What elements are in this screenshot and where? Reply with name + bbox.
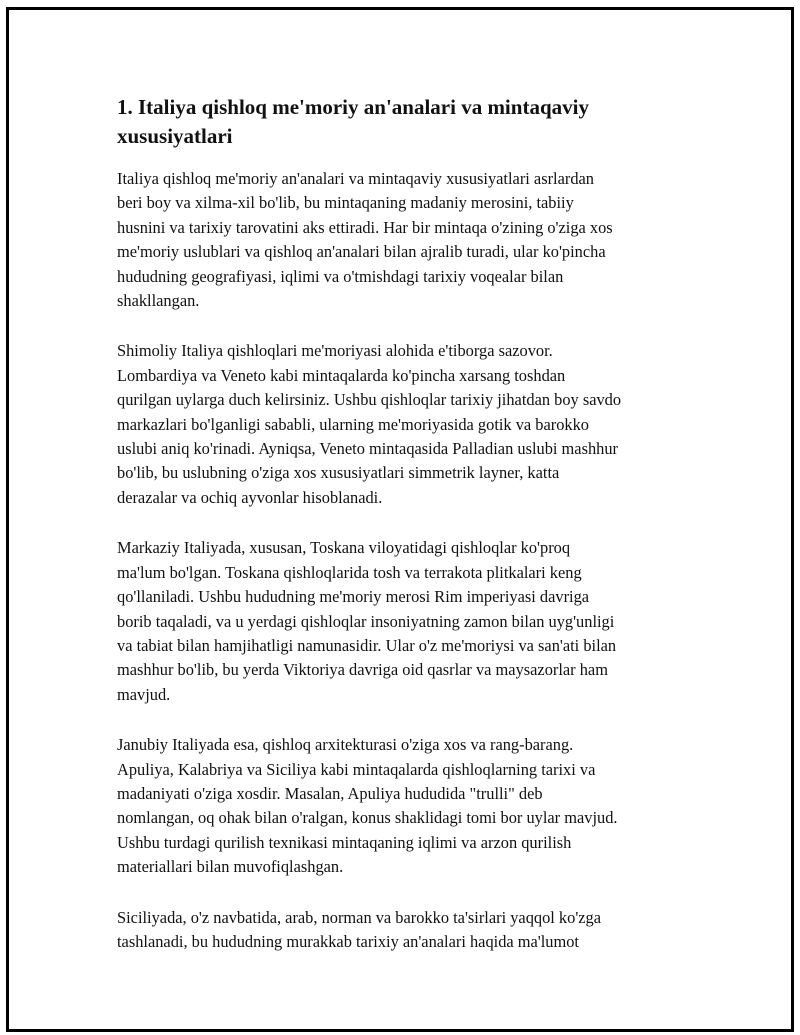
paragraph-line: bo'lib, bu uslubning o'ziga xos xususiyatlari simmetrik layner, katta	[117, 463, 560, 483]
paragraph-line: nomlangan, oq ohak bilan o'ralgan, konus shaklidagi tomi bor uylar mavjud.	[117, 808, 618, 828]
paragraph-line: tashlanadi, bu hududning murakkab tarixiy an'analari haqida ma'lumot	[117, 931, 579, 951]
paragraph	[117, 536, 702, 707]
paragraph-line: Ushbu turdagi qurilish texnikasi mintaqaning iqlimi va arzon qurilish	[117, 832, 572, 852]
paragraph-line: qurilgan uylarga duch kelirsiniz. Ushbu qishloqlar tarixiy jihatdan boy savdo	[117, 390, 622, 410]
paragraph-line: materiallari bilan muvofiqlashgan.	[117, 857, 344, 877]
paragraph-list	[117, 167, 702, 954]
paragraph-line: Apuliya, Kalabriya va Siciliya kabi mintaqalarda qishloqlarning tarixi va	[117, 759, 596, 779]
paragraph	[117, 167, 702, 313]
paragraph-line: mavjud.	[117, 684, 171, 704]
document-body	[117, 93, 702, 980]
paragraph	[117, 906, 702, 955]
paragraph-line: Janubiy Italiyada esa, qishloq arxitekturasi o'ziga xos va rang-barang.	[117, 735, 574, 755]
paragraph-line: va tabiat bilan hamjihatligi namunasidir. Ular o'z me'moriysi va san'ati bilan	[117, 635, 617, 655]
paragraph-line: madaniyati o'ziga xosdir. Masalan, Apuliya hududida "trulli" deb	[117, 783, 543, 803]
paragraph-line: beri boy va xilma-xil bo'lib, bu mintaqaning madaniy merosini, tabiiy	[117, 193, 574, 213]
paragraph-line: borib taqaladi, va u yerdagi qishloqlar insoniyatning zamon bilan uyg'unligi	[117, 611, 615, 631]
paragraph-line: shakllangan.	[117, 291, 200, 311]
section-heading: 1. Italiya qishloq me'moriy an'analari va mintaqaviy xususiyatlari	[117, 95, 589, 148]
paragraph-line: qo'llaniladi. Ushbu hududning me'moriy merosi Rim imperiyasi davriga	[117, 587, 590, 607]
paragraph-line: markazlari bo'lganligi sababli, ularning me'moriyasida gotik va barokko	[117, 414, 589, 434]
paragraph-line: Lombardiya va Veneto kabi mintaqalarda ko'pincha xarsang toshdan	[117, 365, 566, 385]
paragraph-line: hududning geografiyasi, iqlimi va o'tmishdagi tarixiy voqealar bilan	[117, 266, 564, 286]
paragraph-line: Shimoliy Italiya qishloqlari me'moriyasi alohida e'tiborga sazovor.	[117, 341, 553, 361]
paragraph-line: me'moriy uslublari va qishloq an'analari bilan ajralib turadi, ular ko'pincha	[117, 242, 606, 262]
paragraph-line: uslubi aniq ko'rinadi. Ayniqsa, Veneto mintaqasida Palladian uslubi mashhur	[117, 439, 618, 459]
paragraph-line: Siciliyada, o'z navbatida, arab, norman va barokko ta'sirlari yaqqol ko'zga	[117, 907, 602, 927]
paragraph	[117, 733, 702, 879]
paragraph-line: mashhur bo'lib, bu yerda Viktoriya davriga oid qasrlar va maysazorlar ham	[117, 660, 608, 680]
paragraph-line: Markaziy Italiyada, xususan, Toskana viloyatidagi qishloqlar ko'proq	[117, 538, 571, 558]
paragraph-line: Italiya qishloq me'moriy an'analari va mintaqaviy xususiyatlari asrlardan	[117, 169, 594, 188]
paragraph-line: husnini va tarixiy tarovatini aks ettiradi. Har bir mintaqa o'zining o'ziga xos	[117, 217, 613, 237]
paragraph-line: ma'lum bo'lgan. Toskana qishloqlarida tosh va terrakota plitkalari keng	[117, 562, 582, 582]
paragraph-line: derazalar va ochiq ayvonlar hisoblanadi.	[117, 487, 383, 507]
paragraph	[117, 339, 702, 510]
